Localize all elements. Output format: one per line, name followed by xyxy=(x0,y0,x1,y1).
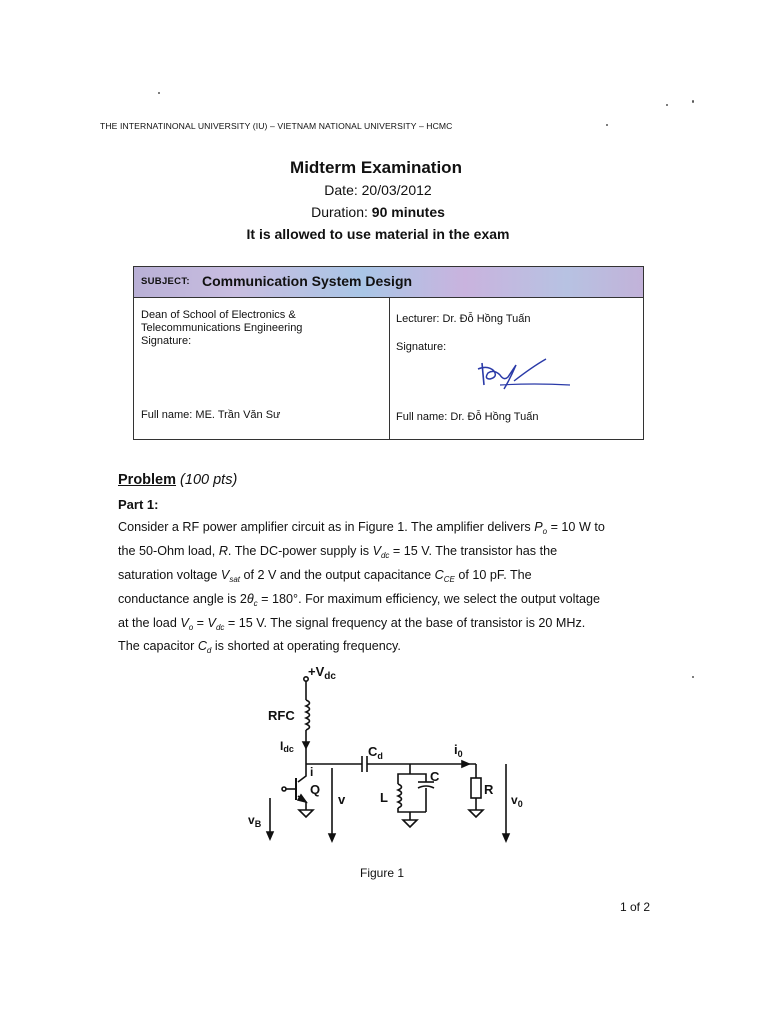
scan-speck xyxy=(692,100,694,103)
dean-signature-label: Signature: xyxy=(141,335,192,347)
duration-value: 90 minutes xyxy=(371,204,445,220)
r-resistor xyxy=(471,778,481,798)
math-subscript: CE xyxy=(443,575,455,584)
cd-label: $C_d$ xyxy=(368,744,383,761)
problem-line xyxy=(118,544,557,560)
material-note: It is allowed to use material in the exam xyxy=(246,226,510,242)
tank-top-wire xyxy=(398,764,426,784)
vb-arrow-head xyxy=(267,832,273,839)
subject-row xyxy=(134,267,643,298)
v0-arrow-head xyxy=(503,834,509,841)
math-symbol: V xyxy=(372,544,381,558)
lecturer-fullname: Full name: Dr. Đỗ Hồng Tuấn xyxy=(396,411,539,423)
exam-date: Date: 20/03/2012 xyxy=(324,182,432,198)
dean-fullname: Full name: ME. Trần Văn Sư xyxy=(141,409,281,421)
math-symbol: R xyxy=(218,544,228,558)
column-divider xyxy=(389,298,390,439)
idc-arrow xyxy=(303,742,309,748)
collector-lead xyxy=(298,764,306,782)
math-subscript: sat xyxy=(229,575,240,584)
scan-speck xyxy=(692,676,694,678)
idc-label: Idc xyxy=(280,739,294,754)
ground-tank xyxy=(403,820,417,827)
vdc-label: $+V_{dc}$ xyxy=(308,664,336,682)
problem-line xyxy=(118,639,401,655)
subject-value: Communication System Design xyxy=(202,273,413,289)
i0-label: $i_0$ xyxy=(454,742,463,759)
l-label: L xyxy=(380,790,388,805)
math-symbol: θ xyxy=(246,592,254,606)
duration-label: Duration: xyxy=(311,204,372,220)
text-run: = 10 W to xyxy=(547,520,605,534)
text-run: the 50-Ohm load, xyxy=(118,544,219,558)
math-subscript: d xyxy=(206,646,212,655)
lecturer-signature-label: Signature: xyxy=(396,341,447,353)
problem-line xyxy=(118,568,532,584)
r-label: R xyxy=(484,782,494,797)
math-subscript: o xyxy=(542,527,548,536)
q-label: Q xyxy=(310,782,321,797)
math-subscript: dc xyxy=(215,623,225,632)
math-symbol: C xyxy=(197,639,207,653)
scan-speck xyxy=(606,124,608,126)
lecturer-name: Lecturer: Dr. Đỗ Hồng Tuấn xyxy=(396,313,531,325)
base-terminal xyxy=(282,787,286,791)
math-symbol: V xyxy=(207,616,216,630)
c-cap-bottom xyxy=(418,786,434,788)
text-run: The capacitor xyxy=(118,639,198,653)
math-symbol: V xyxy=(180,616,189,630)
text-run: = 15 V. The transistor has the xyxy=(389,544,558,558)
text-run: of 10 pF. The xyxy=(454,568,532,582)
math-symbol: V xyxy=(220,568,230,582)
vb-label: $v_B$ xyxy=(248,813,262,829)
exam-info-box xyxy=(133,266,644,440)
text-run: = 15 V. The signal frequency at the base of transistor is 20 MHz. xyxy=(224,616,586,630)
problem-points: (100 pts) xyxy=(180,472,238,488)
handwritten-signature xyxy=(474,355,574,395)
math-symbol: P xyxy=(534,520,543,534)
i0-arrow xyxy=(462,761,469,767)
text-run: = xyxy=(193,616,208,630)
ground-load xyxy=(469,810,483,817)
text-run: Consider a RF power amplifier circuit as in Figure 1. The amplifier delivers xyxy=(118,520,535,534)
scan-speck xyxy=(158,92,160,94)
exam-duration xyxy=(0,204,762,220)
figure-caption: Figure 1 xyxy=(360,866,405,880)
c-label: C xyxy=(430,769,440,784)
problem-title: Problem xyxy=(118,472,177,488)
cd-capacitor xyxy=(362,756,367,772)
l-inductor xyxy=(398,784,402,808)
i-label: i xyxy=(310,765,314,779)
math-symbol: C xyxy=(434,568,444,582)
problem-line xyxy=(118,520,605,536)
subject-label: SUBJECT: xyxy=(141,276,190,287)
v-arrow-head xyxy=(329,834,335,841)
text-run: conductance angle is 2 xyxy=(118,592,247,606)
university-header: THE INTERNATINONAL UNIVERSITY (IU) – VIETNAM NATIONAL UNIVERSITY – HCMC xyxy=(100,121,453,131)
page-number: 1 of 2 xyxy=(620,900,651,914)
v0-label: $v_0$ xyxy=(511,793,523,809)
dean-line-2: Telecommunications Engineering xyxy=(141,322,303,334)
dean-line-1: Dean of School of Electronics & xyxy=(141,309,296,321)
text-run: saturation voltage xyxy=(118,568,221,582)
text-run: is shorted at operating frequency. xyxy=(211,639,401,653)
circuit-diagram xyxy=(240,664,540,854)
rfc-coil xyxy=(306,700,310,730)
rfc-label: RFC xyxy=(268,708,295,723)
math-subscript: dc xyxy=(380,551,390,560)
problem-line xyxy=(118,616,585,632)
v-label: v xyxy=(338,792,346,807)
ground-transistor xyxy=(299,810,313,817)
problem-heading xyxy=(118,472,237,488)
part-label: Part 1: xyxy=(118,497,159,512)
exam-title: Midterm Examination xyxy=(290,158,462,177)
problem-line xyxy=(118,592,600,608)
math-subscript: o xyxy=(188,623,194,632)
dean-block xyxy=(141,309,371,348)
text-run: at the load xyxy=(118,616,181,630)
math-subscript: c xyxy=(253,599,258,608)
text-run: = 180°. For maximum efficiency, we select the output voltage xyxy=(257,592,600,606)
text-run: . The DC-power supply is xyxy=(227,544,373,558)
text-run: of 2 V and the output capacitance xyxy=(240,568,435,582)
scan-speck xyxy=(666,104,668,106)
